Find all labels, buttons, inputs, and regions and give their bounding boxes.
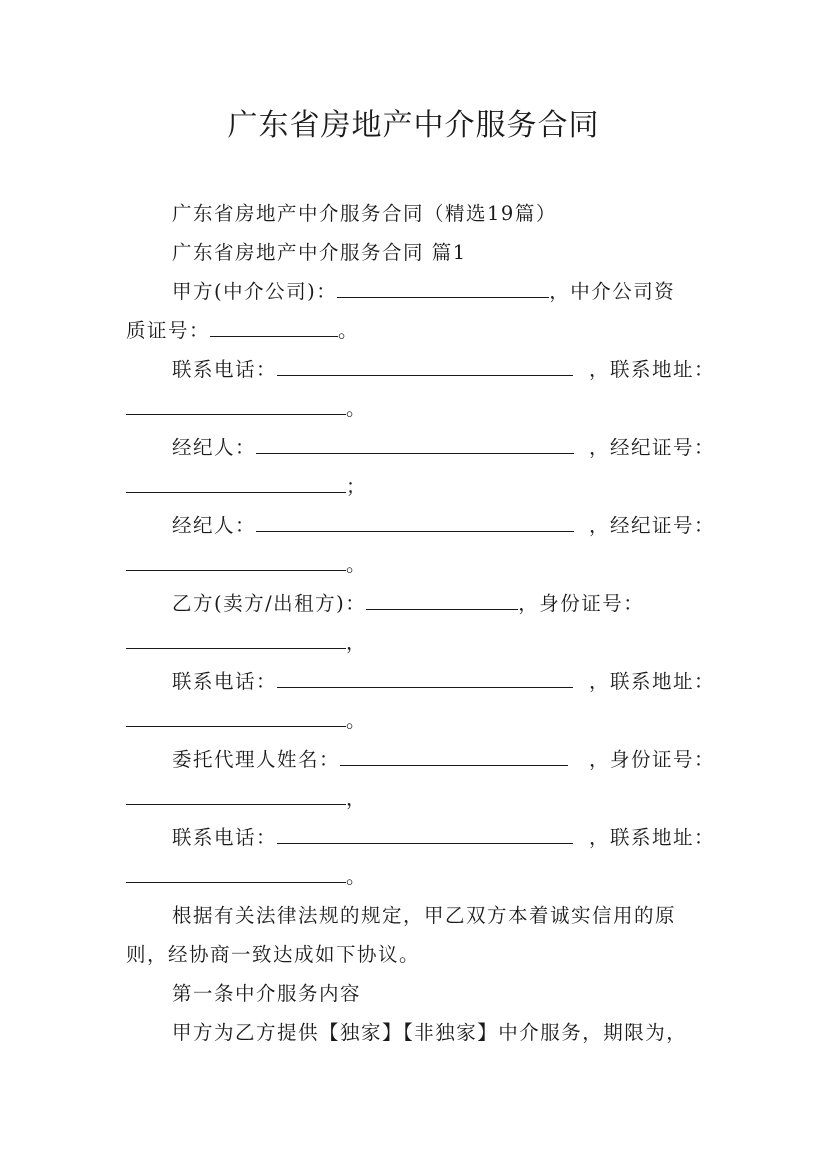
proxy-phone-blank[interactable] [277, 825, 573, 844]
party-b-label: 乙方(卖方/出租方)： [172, 592, 367, 615]
agent2-cert-line [126, 549, 367, 577]
party-a-label: 甲方(中介公司)： [172, 280, 338, 303]
party-b-phone-blank[interactable] [277, 669, 573, 688]
agent1-cert-blank[interactable] [126, 474, 346, 493]
party-b-address-label: ，联系地址： [588, 670, 715, 693]
subtitle: 广东省房地产中介服务合同（精选19篇） [172, 202, 557, 225]
agent1-cert-label: ，经纪证号： [588, 436, 715, 459]
agent2-cert-label: ，经纪证号： [588, 514, 715, 537]
party-b-address-line [126, 705, 367, 733]
party-a-phone-line [172, 354, 573, 382]
proxy-address-label: ，联系地址： [588, 826, 715, 849]
basis-paragraph-line1: 根据有关法律法规的规定，甲乙双方本着诚实信用的原 [172, 904, 677, 927]
line-end: 。 [346, 553, 368, 576]
party-a-cert-line [126, 315, 359, 343]
line-end: ， [346, 631, 368, 654]
article1-heading: 第一条中介服务内容 [172, 982, 362, 1005]
agent2-line [172, 510, 574, 538]
party-b-line [172, 588, 644, 616]
agent1-name-blank[interactable] [256, 435, 574, 454]
party-a-phone-blank[interactable] [277, 357, 573, 376]
line-end: 。 [338, 319, 360, 342]
line-end: 。 [346, 709, 368, 732]
party-b-name-blank[interactable] [366, 591, 518, 610]
party-a-cert-blank[interactable] [210, 318, 338, 337]
proxy-address-line [126, 861, 367, 889]
phone-label: 联系电话： [172, 826, 278, 849]
agent2-cert-blank[interactable] [126, 552, 346, 571]
party-b-id-label: ，身份证号： [518, 592, 645, 615]
party-a-address-line [126, 393, 367, 421]
proxy-id-label: ，身份证号： [588, 748, 715, 771]
proxy-id-line [126, 783, 367, 811]
article1-line1: 甲方为乙方提供【独家】【非独家】中介服务，期限为， [172, 1021, 688, 1044]
phone-label: 联系电话： [172, 670, 278, 693]
agent1-label: 经纪人： [172, 436, 257, 459]
party-b-id-line [126, 627, 367, 655]
party-a-line [172, 276, 675, 304]
agent2-name-blank[interactable] [256, 513, 574, 532]
proxy-address-blank[interactable] [126, 864, 346, 883]
party-b-id-blank[interactable] [126, 630, 346, 649]
party-a-address-blank[interactable] [126, 396, 346, 415]
proxy-line [172, 744, 568, 772]
party-b-phone-line [172, 666, 573, 694]
party-a-cert-label: 质证号： [126, 319, 211, 342]
line-end: 。 [346, 397, 368, 420]
basis-paragraph-line2: 则，经协商一致达成如下协议。 [126, 943, 421, 966]
agent2-label: 经纪人： [172, 514, 257, 537]
line-end: ， [346, 787, 368, 810]
agent1-cert-line [126, 471, 367, 499]
proxy-id-blank[interactable] [126, 786, 346, 805]
party-b-address-blank[interactable] [126, 708, 346, 727]
party-a-tail: ，中介公司资 [549, 280, 676, 303]
line-end: 。 [346, 865, 368, 888]
agent1-line [172, 432, 574, 460]
party-a-address-label: ，联系地址： [588, 358, 715, 381]
party-a-name-blank[interactable] [337, 279, 549, 298]
proxy-phone-line [172, 822, 573, 850]
proxy-name-blank[interactable] [340, 747, 568, 766]
line-end: ； [346, 475, 368, 498]
phone-label: 联系电话： [172, 358, 278, 381]
proxy-label: 委托代理人姓名： [172, 748, 341, 771]
document-title: 广东省房地产中介服务合同 [227, 108, 600, 143]
section-heading: 广东省房地产中介服务合同 篇1 [172, 241, 467, 264]
